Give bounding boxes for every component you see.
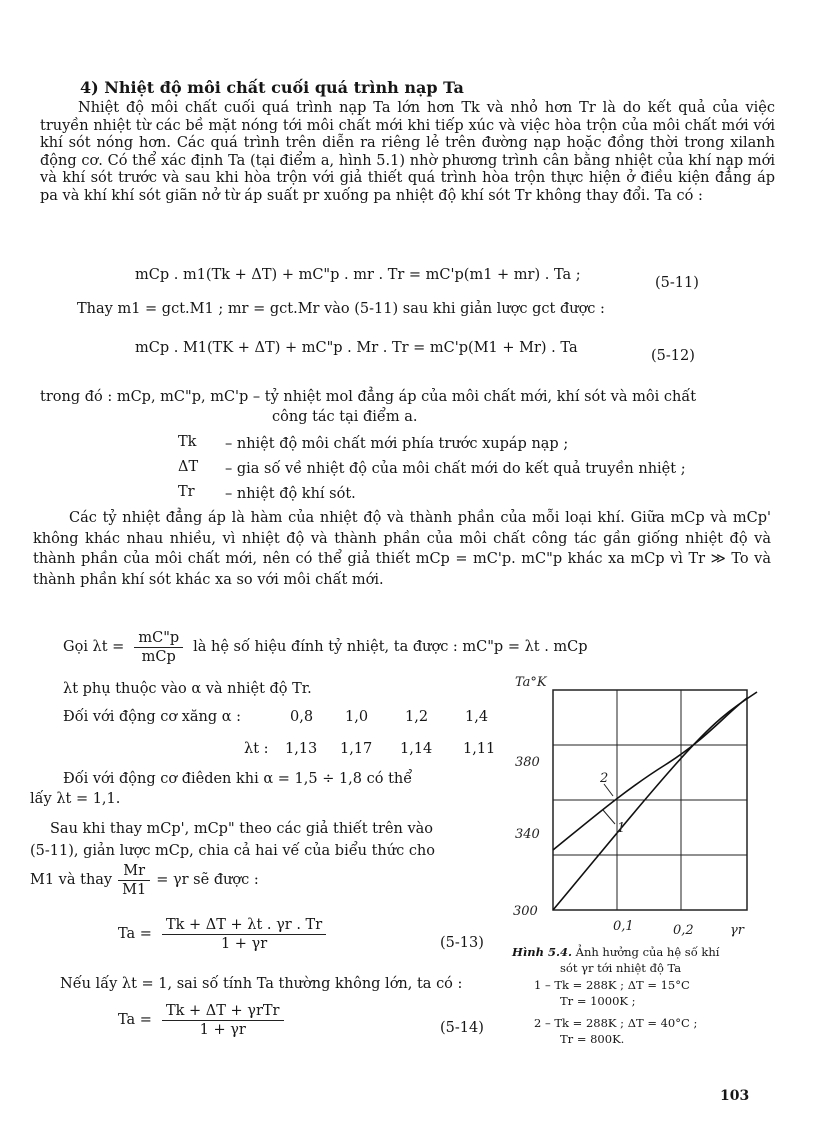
lambda-definition-line [63,625,588,669]
definition-intro-continued: công tác tại điểm a. [272,409,418,425]
curve-1 [553,692,757,910]
alpha-value: 1,2 [405,709,429,725]
equation-number: (5-13) [440,935,484,951]
y-tick-label: 380 [515,755,540,770]
substitution-text: M1 và thay [30,872,113,888]
specific-heat-paragraph: Các tỷ nhiệt đẳng áp là hàm của nhiệt độ và thành phần của mỗi loại khí. Giữa mCp và mCp' không khác nhau nhiều, vì nhiệt độ và thành phần của môi chất công tác gần giống nhiệt độ và thành phần của môi chất mới, nên có thể giả thiết mCp = mC'p. mC"p khác xa mCp vì Tr ≫ To và thành phần khí sót khác xa so với môi chất mới. [33,510,771,588]
lambda-value: 1,14 [400,741,433,757]
lambda-dependence-line: λt phụ thuộc vào α và nhiệt độ Tr. [63,681,312,697]
alpha-value: 1,0 [345,709,369,725]
equation-5-12: mCp . M1(TK + ΔT) + mC"p . Mr . Tr = mC'p(M1 + Mr) . Ta [135,340,578,356]
y-axis-label: Ta°K [515,675,547,690]
equation-5-11: mCp . m1(Tk + ΔT) + mC"p . mr . Tr = mC'p(m1 + mr) . Ta ; [135,267,581,283]
equation-5-13 [118,910,326,958]
fraction-denominator: 1 + γr [220,935,268,952]
substitution-paragraph [30,858,259,902]
fraction-numerator: Tk + ΔT + γrTr [162,1002,284,1021]
alpha-value: 1,4 [465,709,489,725]
caption-title: Hình 5.4. [512,945,572,959]
lambda-fraction [134,629,183,666]
lambda-value: 1,17 [340,741,373,757]
gamma-fraction [118,862,150,899]
figure-5-4 [505,670,765,940]
definition-text: – gia số về nhiệt độ của môi chất mới do kết quả truyền nhiệt ; [225,461,686,477]
definition-intro: trong đó : mCp, mC"p, mC'p – tỷ nhiệt mol đẳng áp của môi chất mới, khí sót và môi chất [40,389,697,405]
diesel-line-continued: lấy λt = 1,1. [30,791,121,807]
substitution-text: = γr sẽ được : [156,872,259,888]
intro-paragraph: Nhiệt độ môi chất cuối quá trình nạp Ta lớn hơn Tk và nhỏ hơn Tr là do kết quả của việc truyền nhiệt từ các bề mặt nóng tới môi chất mới khi tiếp xúc và việc hòa trộn của môi chất mới với khí sót nóng hơn. Các quá trình trên diễn ra riêng lẻ trên đường nạp hoặc đồng thời trong xilanh động cơ. Có thể xác định Ta (tại điểm a, hình 5.1) nhờ phương trình cân bằng nhiệt của khí nạp mới và khí sót trước và sau khi hòa trộn với giả thiết quá trình hòa trộn thực hiện ở điều kiện đẳng áp pa và khí khí sót giãn nở từ áp suất pr xuống pa nhiệt độ khí sót Tr không thay đổi. Ta có : [40,100,775,204]
section-heading: 4) Nhiệt độ môi chất cuối quá trình nạp Ta [80,78,464,97]
fraction-denominator: M1 [122,881,147,898]
caption-item: 2 – Tk = 288K ; ΔT = 40°C ; [534,1016,698,1030]
approximation-line: Nếu lấy λt = 1, sai số tính Ta thường không lớn, ta có : [60,976,463,992]
lambda-label: λt : [244,741,269,757]
caption-item: Tr = 800K. [560,1032,625,1046]
figure-caption [512,945,719,959]
definition-symbol: ΔT [178,459,199,475]
fraction-numerator: Tk + ΔT + λt . γr . Tr [162,916,326,935]
fraction-numerator: Mr [118,862,150,881]
equation-number: (5-14) [440,1020,484,1036]
caption-item: Tr = 1000K ; [560,994,636,1008]
equation-fraction [162,916,326,953]
fraction-numerator: mC"p [134,629,183,648]
x-tick-label: 0,2 [673,923,694,938]
diesel-line: Đối với động cơ điêden khi α = 1,5 ÷ 1,8 có thể [63,771,413,787]
definition-text: – nhiệt độ môi chất mới phía trước xupáp nạp ; [225,436,569,452]
caption-text: sót γr tới nhiệt độ Ta [560,961,682,975]
petrol-engine-label: Đối với động cơ xăng α : [63,709,242,725]
caption-item: 1 – Tk = 288K ; ΔT = 15°C [534,978,690,992]
equation-number: (5-11) [655,275,699,291]
lambda-suffix: là hệ số hiệu đính tỷ nhiệt, ta được : mC"p = λt . mCp [193,639,588,655]
alpha-value: 0,8 [290,709,314,725]
y-tick-label: 340 [515,827,540,842]
fraction-denominator: 1 + γr [199,1021,246,1038]
lambda-prefix: Gọi λt = [63,639,125,655]
fraction-denominator: mCp [141,648,176,665]
equation-lhs: Ta = [118,1012,152,1028]
substitution-paragraph: Sau khi thay mCp', mCp" theo các giả thiết trên vào [50,821,434,837]
x-tick-label: 0,1 [613,919,634,934]
equation-number: (5-12) [651,348,695,364]
lambda-value: 1,13 [285,741,318,757]
equation-fraction [162,1002,284,1039]
caption-text: Ảnh hưởng của hệ số khí [575,945,720,959]
lambda-value: 1,11 [463,741,496,757]
equation-5-14 [118,996,284,1044]
substitution-paragraph: (5-11), giản lược mCp, chia cả hai vế của biểu thức cho [30,843,436,859]
curve-label-2: 2 [600,771,609,786]
substitution-line: Thay m1 = gct.M1 ; mr = gct.Mr vào (5-11) sau khi giản lược gct được : [77,301,605,317]
definition-text: – nhiệt độ khí sót. [225,486,356,502]
y-tick-label: 300 [513,904,538,919]
page-number: 103 [720,1088,750,1104]
definition-symbol: Tk [178,434,197,450]
curve-label-1: 1 [617,821,626,836]
definition-symbol: Tr [178,484,195,500]
x-axis-label: γr [730,923,744,938]
equation-lhs: Ta = [118,926,152,942]
